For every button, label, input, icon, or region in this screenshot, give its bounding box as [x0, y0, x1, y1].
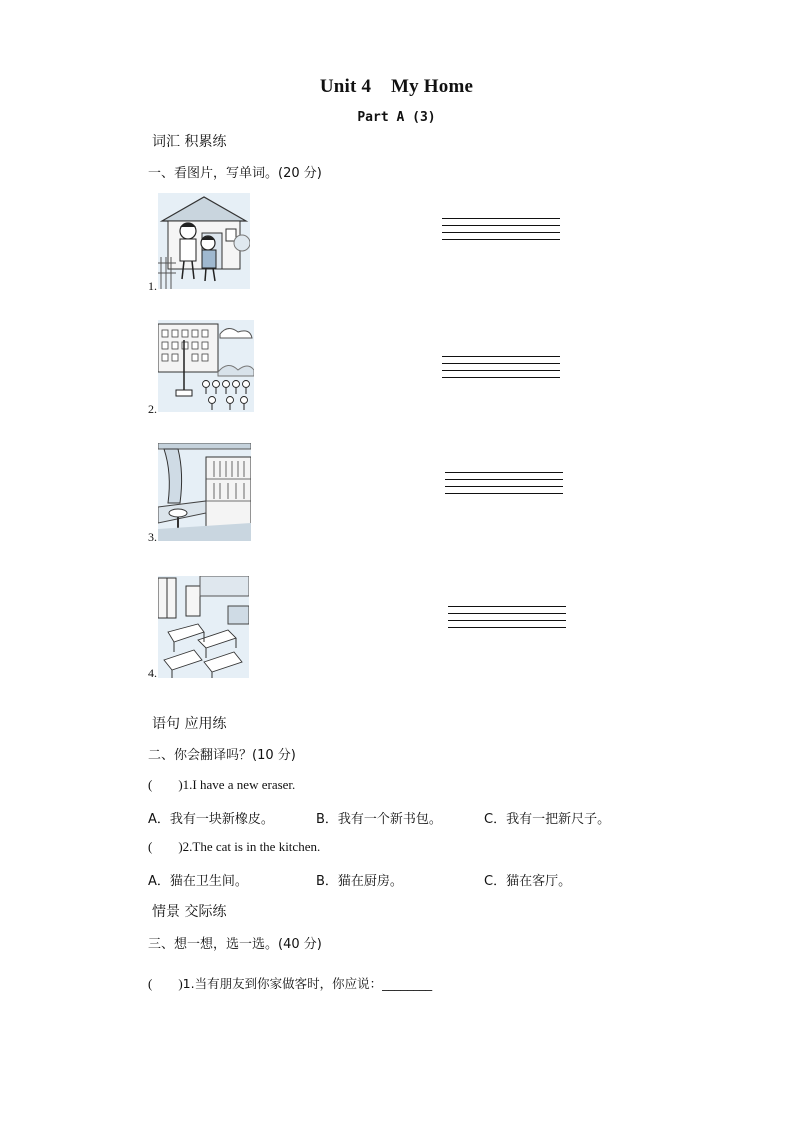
title-label: My Home [391, 76, 474, 97]
classroom-illustration [158, 576, 249, 678]
unit-label: Unit 4 [319, 76, 372, 97]
item-number: 1. [148, 279, 157, 293]
option-a[interactable]: A．我有一块新橡皮。 [148, 812, 274, 827]
answer-lines-2[interactable] [442, 356, 560, 384]
section-sentence: 语句 应用练 [152, 716, 227, 732]
option-c[interactable]: C．猫在客厅。 [484, 874, 572, 889]
answer-lines-4[interactable] [448, 606, 566, 634]
school-illustration [158, 320, 254, 412]
item-number: 4. [148, 666, 157, 680]
question-text: 1.当有朋友到你家做客时，你应说：________ [182, 976, 433, 991]
picture-classroom [158, 576, 249, 678]
answer-paren[interactable]: ( ) [148, 777, 183, 792]
q2-item-2 [148, 839, 320, 855]
house-illustration [158, 193, 250, 289]
answer-lines-1[interactable] [442, 218, 560, 246]
q2-heading: 二、你会翻译吗？(10 分) [148, 748, 296, 763]
q2-item-1 [148, 777, 295, 793]
option-b[interactable]: B．我有一个新书包。 [316, 812, 442, 827]
part-subtitle: Part A (3) [357, 110, 436, 125]
answer-paren[interactable]: ( ) [148, 839, 183, 854]
study-illustration [158, 443, 251, 541]
option-a[interactable]: A．猫在卫生间。 [148, 874, 248, 889]
section-situation: 情景 交际练 [152, 904, 227, 920]
picture-house [158, 193, 250, 289]
option-b[interactable]: B．猫在厨房。 [316, 874, 403, 889]
q3-heading: 三、想一想，选一选。(40 分) [148, 937, 322, 952]
answer-paren[interactable]: ( ) [148, 976, 183, 991]
q1-heading: 一、看图片，写单词。(20 分) [148, 166, 322, 181]
section-vocab: 词汇 积累练 [152, 134, 227, 150]
option-c[interactable]: C．我有一把新尺子。 [484, 812, 611, 827]
question-text: 2.The cat is in the kitchen. [182, 839, 321, 854]
picture-study [158, 443, 251, 541]
answer-lines-3[interactable] [445, 472, 563, 500]
item-number: 2. [148, 402, 157, 416]
item-number: 3. [148, 530, 157, 544]
q3-item-1 [148, 974, 432, 992]
picture-school [158, 320, 254, 412]
page-title [0, 76, 793, 98]
question-text: 1.I have a new eraser. [182, 777, 296, 792]
